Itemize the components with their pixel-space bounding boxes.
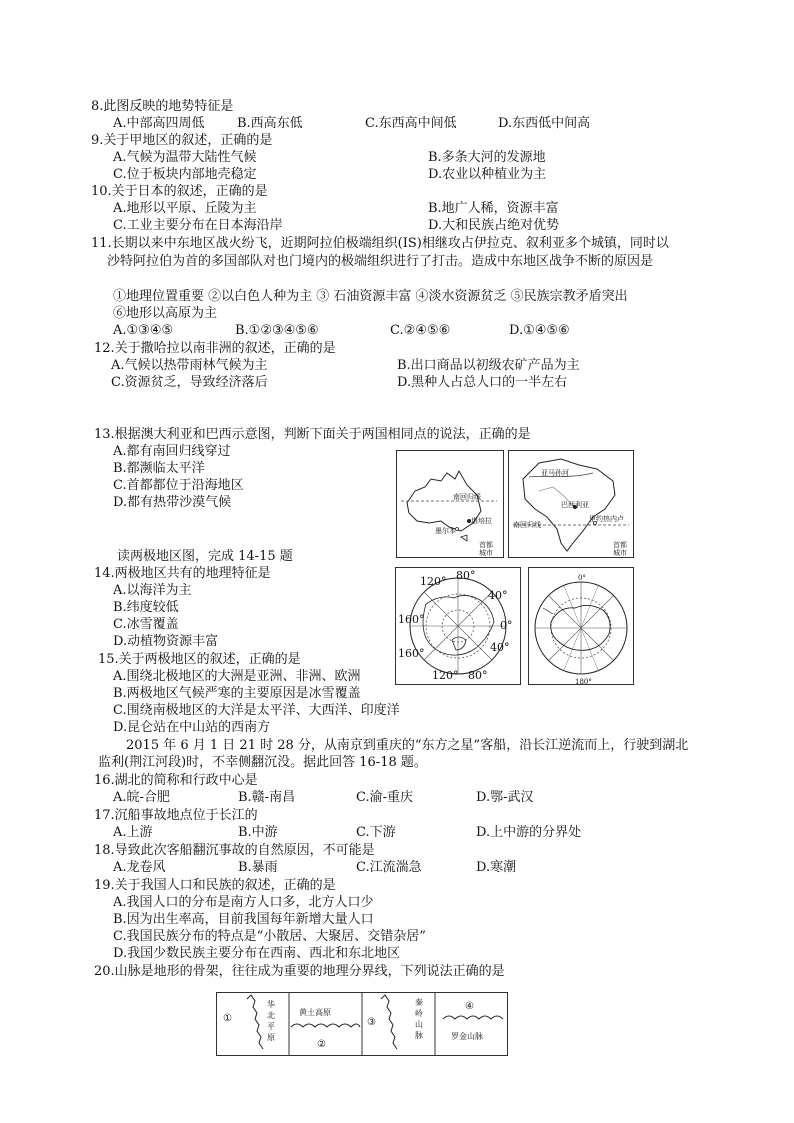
q11-option-b: B.①②③④⑤⑥ — [235, 323, 319, 338]
q19-option-a: A.我国人口的分布是南方人口多，北方人口少 — [113, 895, 374, 910]
brazil-city-label: 里约热内卢 — [589, 515, 624, 523]
q13-option-a: A.都有南回归线穿过 — [113, 444, 231, 459]
brazil-river-label: 亚马孙河 — [541, 469, 569, 477]
q15-option-c: C.围绕南极地区的大洋是太平洋、大西洋、印度洋 — [113, 703, 400, 718]
q19-option-d: D.我国少数民族主要分布在西南、西北和东北地区 — [113, 946, 401, 961]
mountain-boundary-figure — [216, 992, 508, 1056]
north-label-40: 40° — [488, 589, 508, 602]
brazil-tropic-label: 南回归线 — [513, 521, 541, 529]
mountain-label-4: ④ — [465, 1001, 474, 1012]
q11-items-1: ①地理位置重要 ②以白色人种为主 ③ 石油资源丰富 ④淡水资源贫乏 ⑤民族宗教矛盾突出 — [113, 289, 628, 304]
q13-option-d: D.都有热带沙漠气候 — [113, 495, 232, 510]
q18-stem: 18.导致此次客船翻沉事故的自然原因，不可能是 — [94, 843, 375, 858]
intro-14-15: 读两极地区图，完成 14-15 题 — [117, 549, 293, 564]
australia-capital-label: 堪培拉 — [471, 517, 492, 525]
q17-option-b: B.中游 — [238, 825, 278, 840]
q10-stem: 10.关于日本的叙述，正确的是 — [91, 184, 268, 199]
mountain-range-label: 罗金山脉 — [451, 1032, 483, 1041]
australia-map — [396, 450, 504, 558]
q8-stem: 8.此图反映的地势特征是 — [91, 99, 234, 114]
mountain-label-2: ② — [317, 1039, 326, 1050]
q9-option-d: D.农业以种植业为主 — [428, 167, 547, 182]
q16-option-c: C.渝-重庆 — [356, 790, 414, 805]
q12-stem: 12.关于撒哈拉以南非洲的叙述，正确的是 — [94, 341, 336, 356]
australia-tropic-label: 南回归线 — [453, 493, 481, 501]
south-label-180: 180° — [575, 678, 592, 686]
north-label-160-upper: 160° — [398, 613, 425, 626]
mountain-label-1: ① — [223, 1013, 232, 1024]
q13-option-c: C.首都都位于沿海地区 — [113, 478, 244, 493]
brazil-map — [508, 450, 634, 558]
south-polar-map — [528, 567, 634, 685]
q15-option-a: A.围绕北极地区的大洲是亚洲、非洲、欧洲 — [113, 669, 361, 684]
mountain-plateau-label: 黄土高原 — [299, 1008, 331, 1017]
q12-option-d: D.黑种人占总人口的一半左右 — [397, 375, 568, 390]
q8-option-a: A.中部高四周低 — [113, 116, 205, 131]
australia-city-label: 墨尔本 — [435, 527, 456, 535]
brazil-legend-capital: 首都 — [613, 541, 627, 549]
north-label-160-lower: 160° — [398, 647, 425, 660]
q16-option-d: D.鄂-武汉 — [476, 790, 534, 805]
q10-option-d: D.大和民族占绝对优势 — [428, 218, 560, 233]
q15-option-b: B.两极地区气候严寒的主要原因是冰雪覆盖 — [113, 686, 361, 701]
q18-option-c: C.江流湍急 — [356, 860, 422, 875]
q13-stem: 13.根据澳大利亚和巴西示意图，判断下面关于两国相同点的说法，正确的是 — [94, 427, 531, 442]
q17-stem: 17.沉船事故地点位于长江的 — [94, 808, 258, 823]
north-label-120: 120° — [420, 575, 447, 588]
q9-option-c: C.位于板块内部地壳稳定 — [113, 167, 257, 182]
q19-stem: 19.关于我国人口和民族的叙述，正确的是 — [94, 878, 336, 893]
q14-option-a: A.以海洋为主 — [113, 583, 192, 598]
q8-option-b: B.西高东低 — [237, 116, 303, 131]
mountain-plain-label: 华北平原 — [267, 1000, 275, 1042]
q11-option-d: D.①④⑤⑥ — [509, 323, 570, 338]
q19-option-b: B.因为出生率高，目前我国每年新增大量人口 — [113, 912, 374, 927]
q13-option-b: B.都濒临太平洋 — [113, 461, 205, 476]
q17-option-a: A.上游 — [113, 825, 153, 840]
intro-16-18-line-2: 监利(荆江河段)时，不幸侧翻沉没。据此回答 16-18 题。 — [98, 755, 427, 770]
q12-option-b: B.出口商品以初级农矿产品为主 — [397, 358, 580, 373]
q12-option-a: A.气候以热带雨林气候为主 — [111, 358, 268, 373]
q10-option-a: A.地形以平原、丘陵为主 — [113, 201, 257, 216]
q16-option-b: B.赣-南昌 — [238, 790, 296, 805]
brazil-legend-city: 城市 — [613, 549, 627, 557]
q11-stem-1: 11.长期以来中东地区战火纷飞，近期阿拉伯极端组织(IS)相继攻占伊拉克、叙利亚多个城镇，同时以 — [91, 236, 669, 251]
q19-option-c: C.我国民族分布的特点是“小散居、大聚居、交错杂居” — [113, 929, 426, 944]
mountain-qinling-label: 秦岭山脉 — [415, 998, 423, 1040]
south-label-0: 0° — [578, 574, 586, 582]
q9-option-a: A.气候为温带大陆性气候 — [113, 150, 257, 165]
q18-option-a: A.龙卷风 — [113, 860, 166, 875]
q18-option-d: D.寒潮 — [476, 860, 517, 875]
north-label-0: 0° — [500, 619, 513, 632]
north-label-80-lower: 80° — [468, 669, 488, 682]
q15-stem: 15.关于两极地区的叙述，正确的是 — [98, 652, 301, 667]
north-label-40-lower: 40° — [490, 641, 510, 654]
australia-legend-city: 城市 — [479, 549, 493, 557]
q11-option-a: A.①③④⑤ — [113, 323, 174, 338]
north-polar-map — [395, 567, 521, 685]
q8-option-d: D.东西低中间高 — [498, 116, 591, 131]
q14-option-c: C.冰雪覆盖 — [113, 617, 179, 632]
brazil-capital-label: 巴西利亚 — [561, 501, 589, 509]
australia-legend-capital: 首都 — [479, 541, 493, 549]
q9-option-b: B.多条大河的发源地 — [428, 150, 546, 165]
q15-option-d: D.昆仑站在中山站的西南方 — [113, 720, 271, 735]
q8-option-c: C.东西高中间低 — [365, 116, 457, 131]
q11-stem-2: 沙特阿拉伯为首的多国部队对也门境内的极端组织进行了打击。造成中东地区战争不断的原因是 — [107, 254, 654, 269]
north-label-120-lower: 120° — [432, 669, 459, 682]
q11-option-c: C.②④⑤⑥ — [390, 323, 451, 338]
q18-option-b: B.暴雨 — [238, 860, 278, 875]
q16-option-a: A.皖-合肥 — [113, 790, 170, 805]
q14-stem: 14.两极地区共有的地理特征是 — [94, 566, 271, 581]
q20-stem: 20.山脉是地形的骨架，往往成为重要的地理分界线，下列说法正确的是 — [94, 964, 505, 979]
q17-option-d: D.上中游的分界处 — [476, 825, 582, 840]
q10-option-c: C.工业主要分布在日本海沿岸 — [113, 218, 283, 233]
q12-option-c: C.资源贫乏，导致经济落后 — [111, 375, 268, 390]
intro-16-18-line-1: 2015 年 6 月 1 日 21 时 28 分，从南京到重庆的“东方之星”客船，沿长江逆流而上，行驶到湖北 — [126, 738, 689, 753]
q10-option-b: B.地广人稀，资源丰富 — [428, 201, 559, 216]
q9-stem: 9.关于甲地区的叙述，正确的是 — [91, 133, 273, 148]
q11-items-2: ⑥地形以高原为主 — [113, 306, 218, 321]
north-label-80: 80° — [456, 569, 476, 582]
q14-option-d: D.动植物资源丰富 — [113, 634, 219, 649]
mountain-label-3: ③ — [367, 1017, 376, 1028]
q14-option-b: B.纬度较低 — [113, 600, 179, 615]
q16-stem: 16.湖北的简称和行政中心是 — [94, 773, 258, 788]
q17-option-c: C.下游 — [356, 825, 396, 840]
